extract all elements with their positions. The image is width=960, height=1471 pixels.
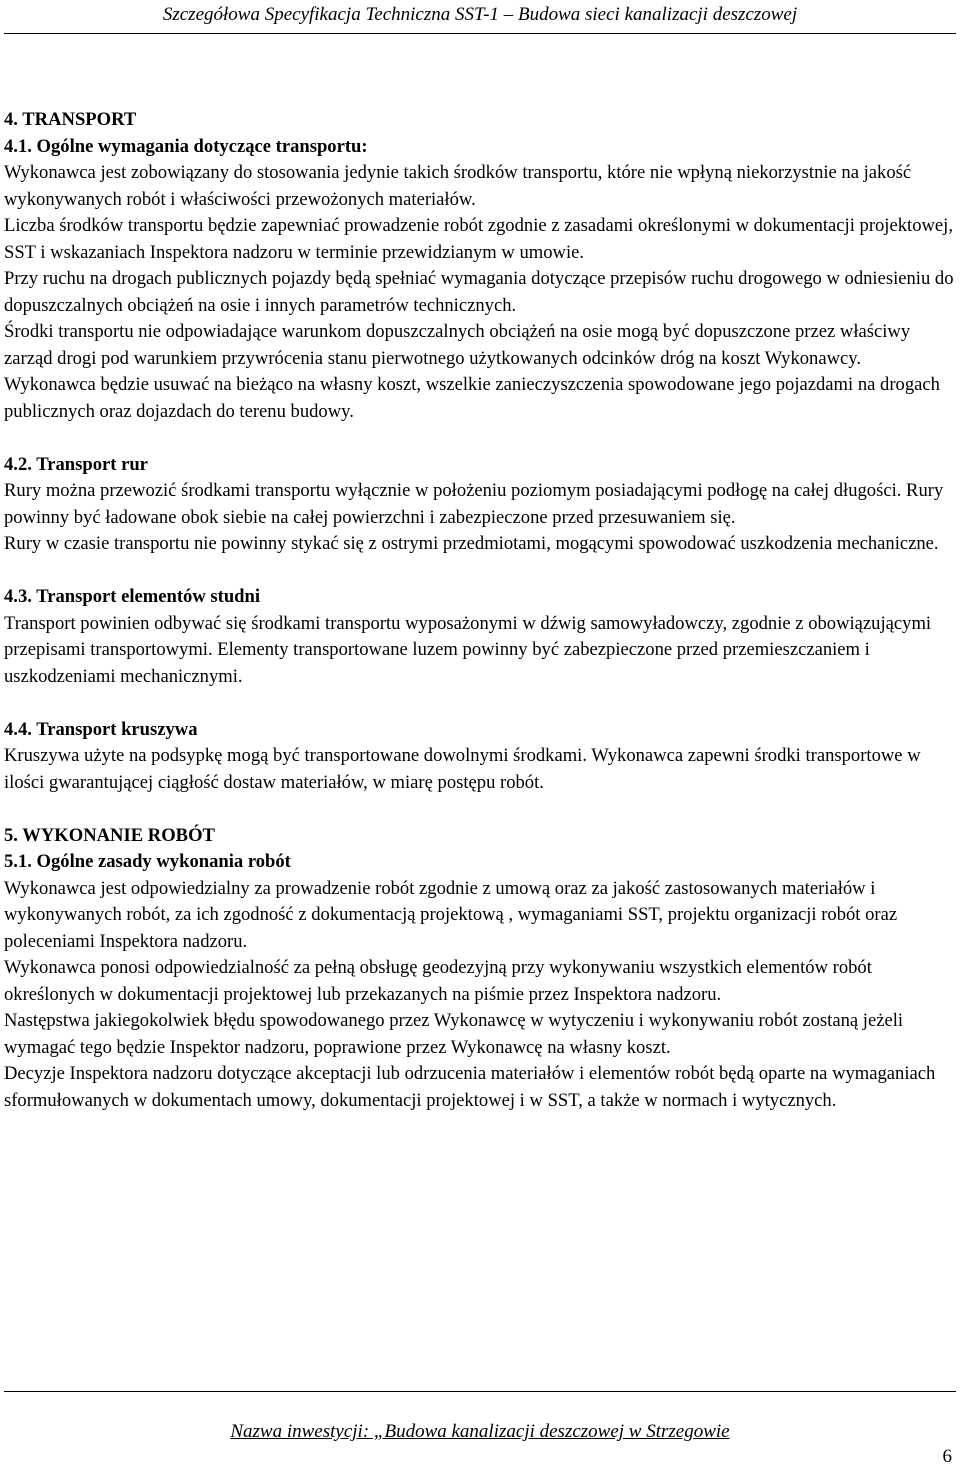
- subsection-heading-4-2: 4.2. Transport rur: [4, 453, 148, 475]
- subsection-heading-4-1: 4.1. Ogólne wymagania dotyczące transportu:: [4, 135, 368, 157]
- paragraph: Decyzje Inspektora nadzoru dotyczące akceptacji lub odrzucenia materiałów i elementów robót będą oparte na wymaganiach sformułowanych w dokumentach umowy, dokumentacji projektowej i w SST, a także w normach i wytycznych.: [4, 1063, 936, 1111]
- paragraph: Transport powinien odbywać się środkami transportu wyposażonymi w dźwig samowyładowczy, zgodnie z obowiązującymi przepisami transportowymi. Elementy transportowane luzem powinny być zabezpieczone przed przemieszczaniem i uszkodzeniami mechanicznymi.: [4, 612, 932, 687]
- paragraph: Wykonawca jest zobowiązany do stosowania jedynie takich środków transportu, które nie wpłyną niekorzystnie na jakość wykonywanych robót i właściwości przewożonych materiałów.: [4, 162, 912, 210]
- section-heading-4: 4. TRANSPORT: [4, 109, 137, 130]
- footer-divider: [4, 1391, 956, 1392]
- running-header: Szczegółowa Specyfikacja Techniczna SST-1 – Budowa sieci kanalizacji deszczowej: [162, 4, 798, 25]
- running-footer: Nazwa inwestycji: „Budowa kanalizacji deszczowej w Strzegowie: [230, 1421, 730, 1442]
- section-heading-5: 5. WYKONANIE ROBÓT: [4, 824, 215, 846]
- document-body: [4, 107, 956, 1114]
- subsection-heading-4-4: 4.4. Transport kruszywa: [4, 718, 198, 740]
- paragraph: Przy ruchu na drogach publicznych pojazdy będą spełniać wymagania dotyczące przepisów ruchu drogowego w odniesieniu do dopuszczalnych obciążeń na osie i innych parametrów technicznych.: [4, 268, 954, 316]
- header-divider: [4, 33, 956, 34]
- paragraph: Wykonawca ponosi odpowiedzialność za pełną obsługę geodezyjną przy wykonywaniu wszystkich elementów robót określonych w dokumentacji projektowej lub przekazanych na piśmie przez Inspektora nadzoru.: [4, 957, 872, 1005]
- paragraph: Środki transportu nie odpowiadające warunkom dopuszczalnych obciążeń na osie mogą być dopuszczone przez właściwy zarząd drogi pod warunkiem przywrócenia stanu pierwotnego użytkowanych odcinków dróg na koszt Wykonawcy.: [4, 321, 911, 369]
- paragraph: Następstwa jakiegokolwiek błędu spowodowanego przez Wykonawcę w wytyczeniu i wykonywaniu robót zostaną jeżeli wymagać tego będzie Inspektor nadzoru, poprawione przez Wykonawcę na własny koszt.: [4, 1010, 904, 1058]
- paragraph: Rury można przewozić środkami transportu wyłącznie w położeniu poziomym posiadającymi podłogę na całej długości. Rury powinny być ładowane obok siebie na całej powierzchni i zabezpieczone przed przesuwaniem się.: [4, 480, 944, 528]
- paragraph: Liczba środków transportu będzie zapewniać prowadzenie robót zgodnie z zasadami określonymi w dokumentacji projektowej, SST i wskazaniach Inspektora nadzoru w terminie przewidzianym w umowie.: [4, 215, 953, 263]
- paragraph: Wykonawca będzie usuwać na bieżąco na własny koszt, wszelkie zanieczyszczenia spowodowane jego pojazdami na drogach publicznych oraz dojazdach do terenu budowy.: [4, 374, 940, 422]
- paragraph: Kruszywa użyte na podsypkę mogą być transportowane dowolnymi środkami. Wykonawca zapewni środki transportowe w ilości gwarantującej ciągłość dostaw materiałów, w miarę postępu robót.: [4, 745, 921, 793]
- subsection-heading-4-3: 4.3. Transport elementów studni: [4, 586, 261, 607]
- paragraph: Rury w czasie transportu nie powinny stykać się z ostrymi przedmiotami, mogącymi spowodować uszkodzenia mechaniczne.: [4, 533, 939, 554]
- subsection-heading-5-1: 5.1. Ogólne zasady wykonania robót: [4, 851, 291, 872]
- page-number: 6: [942, 1446, 952, 1467]
- paragraph: Wykonawca jest odpowiedzialny za prowadzenie robót zgodnie z umową oraz za jakość zastosowanych materiałów i wykonywanych robót, za ich zgodność z dokumentacją projektową , wymaganiami SST, projektu organizacji robót oraz poleceniami Inspektora nadzoru.: [4, 877, 898, 952]
